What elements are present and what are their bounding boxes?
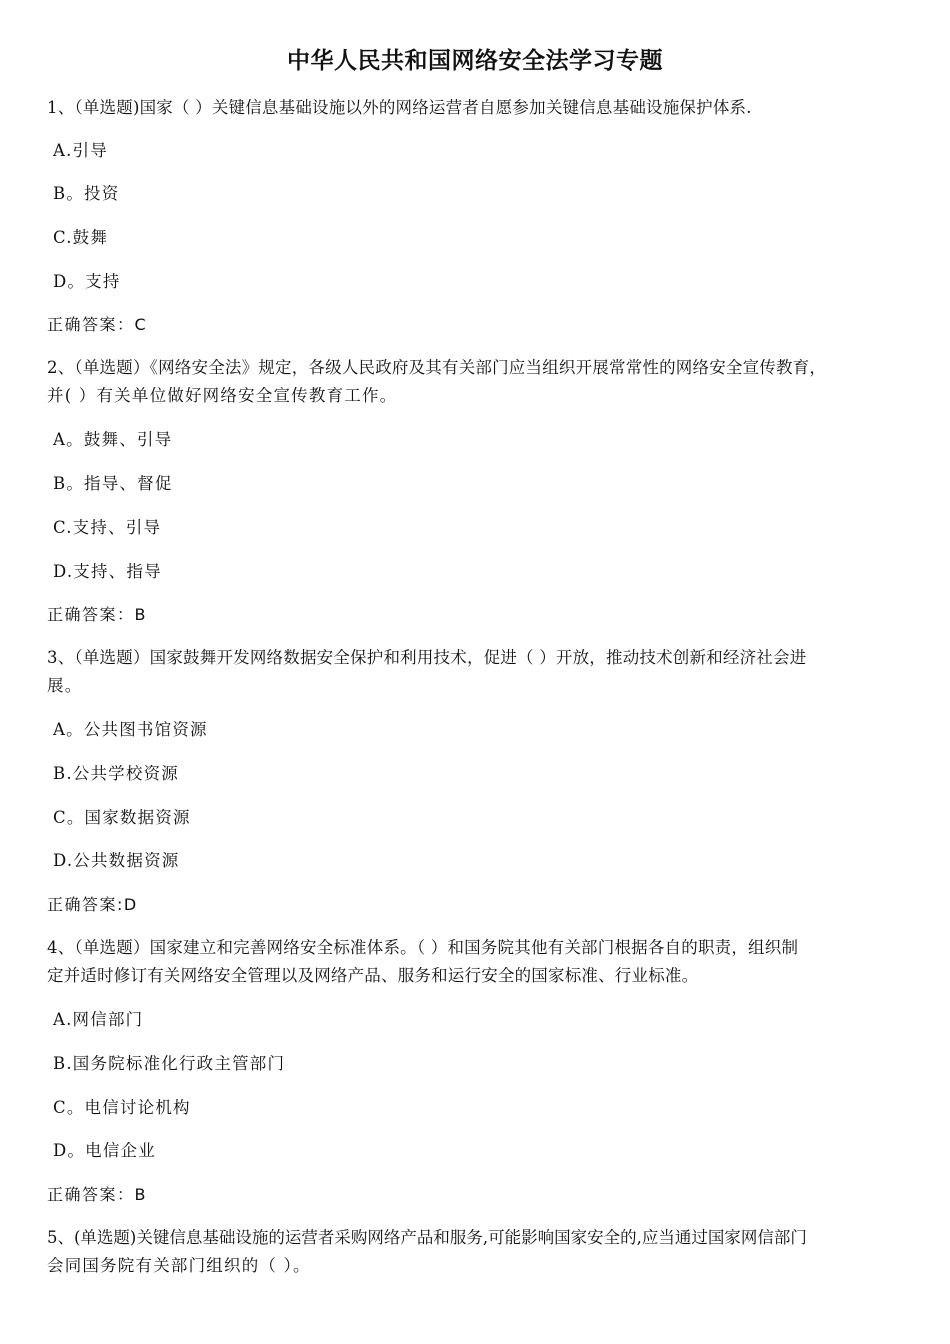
option-b: B。投资 [53,184,120,203]
option-a: A。鼓舞、引导 [53,430,173,449]
question-stem: 3、（单选题）国家鼓舞开发网络数据安全保护和利用技术，促进（ ）开放，推动技术创新和经济社会进 [47,648,807,667]
option-c: C。国家数据资源 [53,808,191,827]
correct-answer: 正确答案：B [47,605,147,624]
question-stem-continued: 展。 [47,676,83,695]
option-c: C.鼓舞 [53,228,109,247]
option-d: D。支持 [53,272,121,291]
option-d: D.支持、指导 [53,562,162,581]
question-stem-continued: 会同国务院有关部门组织的（ ）。 [47,1256,311,1275]
correct-answer: 正确答案：C [47,315,148,334]
option-d: D.公共数据资源 [53,851,180,870]
option-a: A.引导 [53,141,108,160]
question-stem: 4、（单选题）国家建立和完善网络安全标准体系。（ ）和国务院其他有关部门根据各自的职责，组织制 [47,938,799,957]
correct-answer: 正确答案:D [47,895,138,914]
option-b: B。指导、督促 [53,474,173,493]
option-d: D。电信企业 [53,1141,156,1160]
question-stem: 2、（单选题）《网络安全法》规定，各级人民政府及其有关部门应当组织开展常常性的网络安全宣传教育， [47,358,827,377]
question-stem: 1、（单选题)国家（ ）关键信息基础设施以外的网络运营者自愿参加关键信息基础设施保护体系. [47,98,752,117]
question-stem-continued: 并( ）有关单位做好网络安全宣传教育工作。 [47,386,398,405]
option-b: B.国务院标准化行政主管部门 [53,1054,286,1073]
option-b: B.公共学校资源 [53,764,179,783]
option-a: A。公共图书馆资源 [53,720,208,739]
option-c: C.支持、引导 [53,518,162,537]
document-title: 中华人民共和国网络安全法学习专题 [287,48,663,74]
question-stem-continued: 定并适时修订有关网络安全管理以及网络产品、服务和运行安全的国家标准、行业标准。 [47,966,699,985]
option-c: C。电信讨论机构 [53,1098,191,1117]
question-stem: 5、(单选题)关键信息基础设施的运营者采购网络产品和服务,可能影响国家安全的,应当通过国家网信部门 [47,1228,807,1247]
correct-answer: 正确答案：B [47,1185,147,1204]
option-a: A.网信部门 [53,1010,144,1029]
